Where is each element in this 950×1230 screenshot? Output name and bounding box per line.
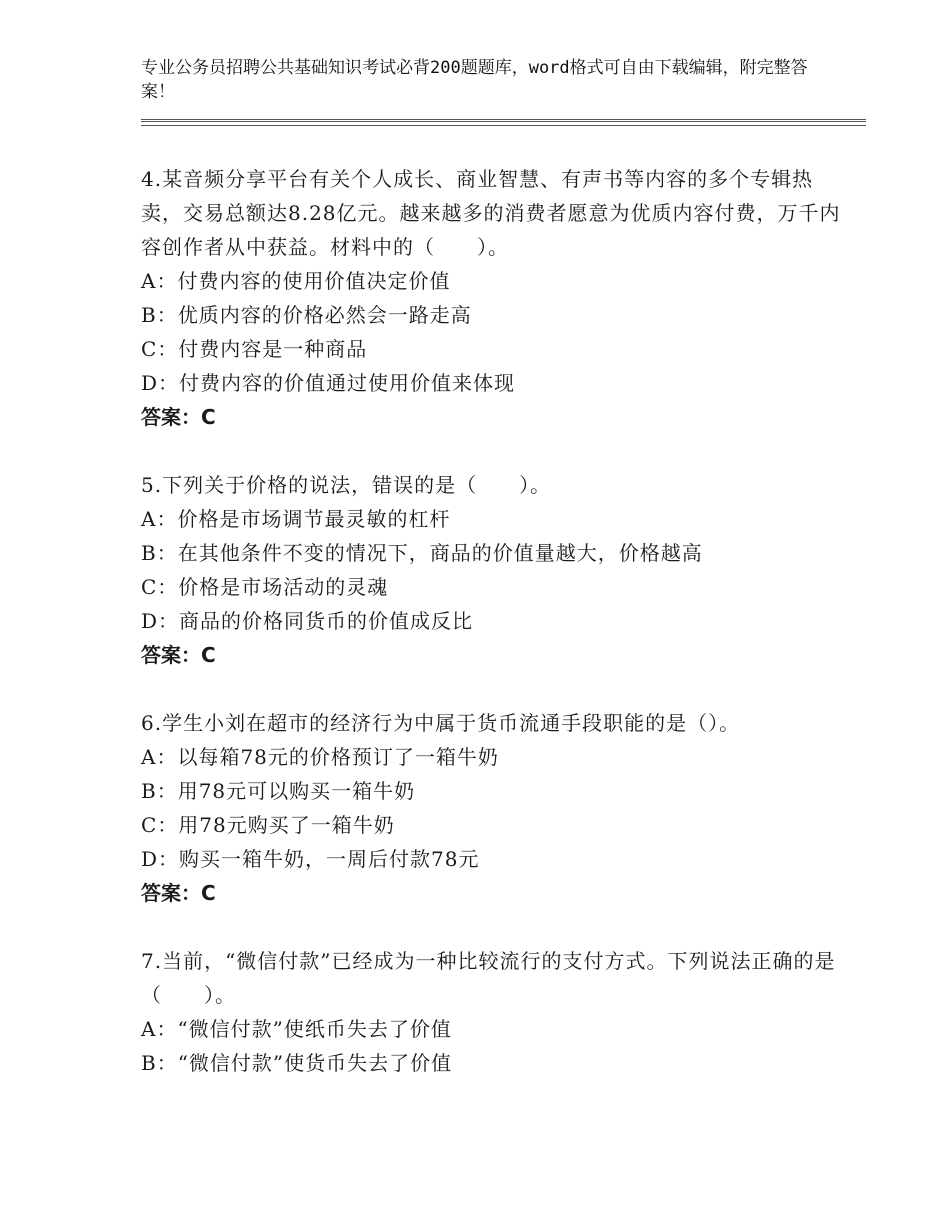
option-b: B：在其他条件不变的情况下，商品的价值量越大，价格越高	[141, 541, 703, 565]
option-c: C：付费内容是一种商品	[141, 337, 368, 361]
question-4	[141, 162, 841, 434]
question-stem: 6.学生小刘在超市的经济行为中属于货币流通手段职能的是（）。	[141, 711, 741, 735]
option-d: D：付费内容的价值通过使用价值来体现	[141, 371, 516, 395]
option-b: B：“微信付款”使货币失去了价值	[141, 1051, 453, 1075]
question-list	[141, 162, 841, 1114]
question-7	[141, 944, 841, 1080]
question-stem: 7.当前，“微信付款”已经成为一种比较流行的支付方式。下列说法正确的是（ ）。	[141, 949, 836, 1007]
option-a: A：“微信付款”使纸币失去了价值	[141, 1017, 452, 1041]
option-a: A：付费内容的使用价值决定价值	[141, 269, 451, 293]
answer-label: 答案：C	[141, 405, 216, 429]
document-header: 专业公务员招聘公共基础知识考试必背200题题库，word格式可自由下载编辑，附完整答案！	[141, 58, 808, 102]
question-stem: 4.某音频分享平台有关个人成长、商业智慧、有声书等内容的多个专辑热卖，交易总额达8.28亿元。越来越多的消费者愿意为优质内容付费，万千内容创作者从中获益。材料中的（ ）。	[141, 167, 841, 259]
answer-label: 答案：C	[141, 643, 216, 667]
question-6	[141, 706, 841, 910]
answer-label: 答案：C	[141, 881, 216, 905]
option-a: A：以每箱78元的价格预订了一箱牛奶	[141, 745, 499, 769]
option-d: D：商品的价格同货币的价值成反比	[141, 609, 474, 633]
option-c: C：用78元购买了一箱牛奶	[141, 813, 395, 837]
option-d: D：购买一箱牛奶，一周后付款78元	[141, 847, 480, 871]
question-5	[141, 468, 841, 672]
option-c: C：价格是市场活动的灵魂	[141, 575, 389, 599]
option-b: B：用78元可以购买一箱牛奶	[141, 779, 416, 803]
option-a: A：价格是市场调节最灵敏的杠杆	[141, 507, 451, 531]
header-divider	[141, 119, 866, 126]
question-stem: 5.下列关于价格的说法，错误的是（ ）。	[141, 473, 552, 497]
option-b: B：优质内容的价格必然会一路走高	[141, 303, 472, 327]
